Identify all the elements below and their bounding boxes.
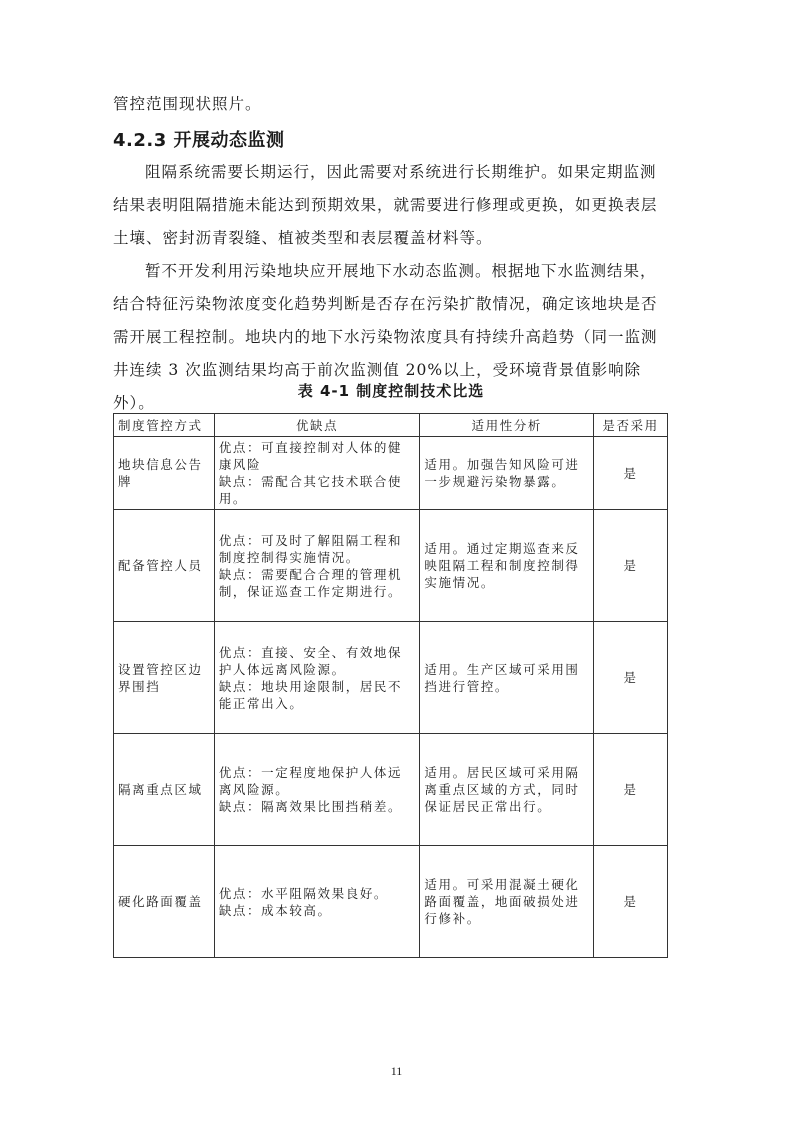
- paragraph-monitoring: 暂不开发利用污染地块应开展地下水动态监测。根据地下水监测结果，结合特征污染物浓度变化趋势判断是否存在污染扩散情况，确定该地块是否需开展工程控制。地块内的地下水污染物浓度具有持续升高趋势（同一监测井连续 3 次监测结果均高于前次监测值 20%以上，受环境背景值影响除外）。: [113, 262, 658, 412]
- table-header-row: [114, 414, 668, 437]
- paragraph-maintenance: 阻隔系统需要长期运行，因此需要对系统进行长期维护。如果定期监测结果表明阻隔措施未能达到预期效果，就需要进行修理或更换，如更换表层土壤、密封沥青裂缝、植被类型和表层覆盖材料等。: [113, 163, 658, 247]
- cell-adopted: 是: [594, 510, 668, 622]
- header-pros-cons: 优缺点: [214, 414, 420, 437]
- pros-text: 优点：可及时了解阻隔工程和制度控制得实施情况。: [218, 532, 403, 565]
- table-row: [114, 622, 668, 734]
- cell-pros-cons: [214, 734, 420, 846]
- table-row: [114, 510, 668, 622]
- cell-pros-cons: [214, 622, 420, 734]
- cons-text: 缺点：地块用途限制，居民不能正常出入。: [218, 678, 403, 711]
- cell-method: 硬化路面覆盖: [114, 846, 215, 958]
- cell-method: 地块信息公告牌: [114, 437, 215, 510]
- cell-adopted: 是: [594, 734, 668, 846]
- page-number: 11: [390, 1064, 403, 1078]
- header-analysis: 适用性分析: [420, 414, 594, 437]
- table-caption: 表 4-1 制度控制技术比选: [297, 382, 485, 400]
- cell-pros-cons: [214, 510, 420, 622]
- cell-pros-cons: [214, 846, 420, 958]
- cell-method: 配备管控人员: [114, 510, 215, 622]
- header-adopted: 是否采用: [594, 414, 668, 437]
- cell-adopted: 是: [594, 437, 668, 510]
- header-method: 制度管控方式: [114, 414, 215, 437]
- table-row: [114, 846, 668, 958]
- control-methods-table: [113, 413, 668, 958]
- table-row: [114, 734, 668, 846]
- section-heading: 4.2.3 开展动态监测: [113, 130, 285, 151]
- pros-text: 优点：直接、安全、有效地保护人体远离风险源。: [218, 644, 403, 677]
- cons-text: 缺点：隔离效果比围挡稍差。: [218, 799, 403, 814]
- cell-method: 隔离重点区域: [114, 734, 215, 846]
- cell-analysis: 适用。居民区域可采用隔离重点区域的方式，同时保证居民正常出行。: [420, 734, 594, 846]
- cons-text: 缺点：需要配合合理的管理机制，保证巡查工作定期进行。: [218, 566, 403, 599]
- cons-text: 缺点：成本较高。: [218, 902, 332, 918]
- pros-text: 优点：可直接控制对人体的健康风险: [218, 440, 403, 472]
- table-row: [114, 437, 668, 510]
- cons-text: 缺点：需配合其它技术联合使用。: [218, 474, 403, 506]
- cell-pros-cons: [214, 437, 420, 510]
- cell-adopted: 是: [594, 622, 668, 734]
- pros-text: 优点：水平阻隔效果良好。: [218, 885, 389, 901]
- lead-line: 管控范围现状照片。: [113, 95, 262, 113]
- cell-analysis: 适用。通过定期巡查来反映阻隔工程和制度控制得实施情况。: [420, 510, 594, 622]
- cell-adopted: 是: [594, 846, 668, 958]
- cell-analysis: 适用。可采用混凝土硬化路面覆盖，地面破损处进行修补。: [420, 846, 594, 958]
- cell-analysis: 适用。生产区域可采用围挡进行管控。: [420, 622, 594, 734]
- cell-method: 设置管控区边界围挡: [114, 622, 215, 734]
- pros-text: 优点：一定程度地保护人体远离风险源。: [218, 765, 403, 797]
- cell-analysis: 适用。加强告知风险可进一步规避污染物暴露。: [420, 437, 594, 510]
